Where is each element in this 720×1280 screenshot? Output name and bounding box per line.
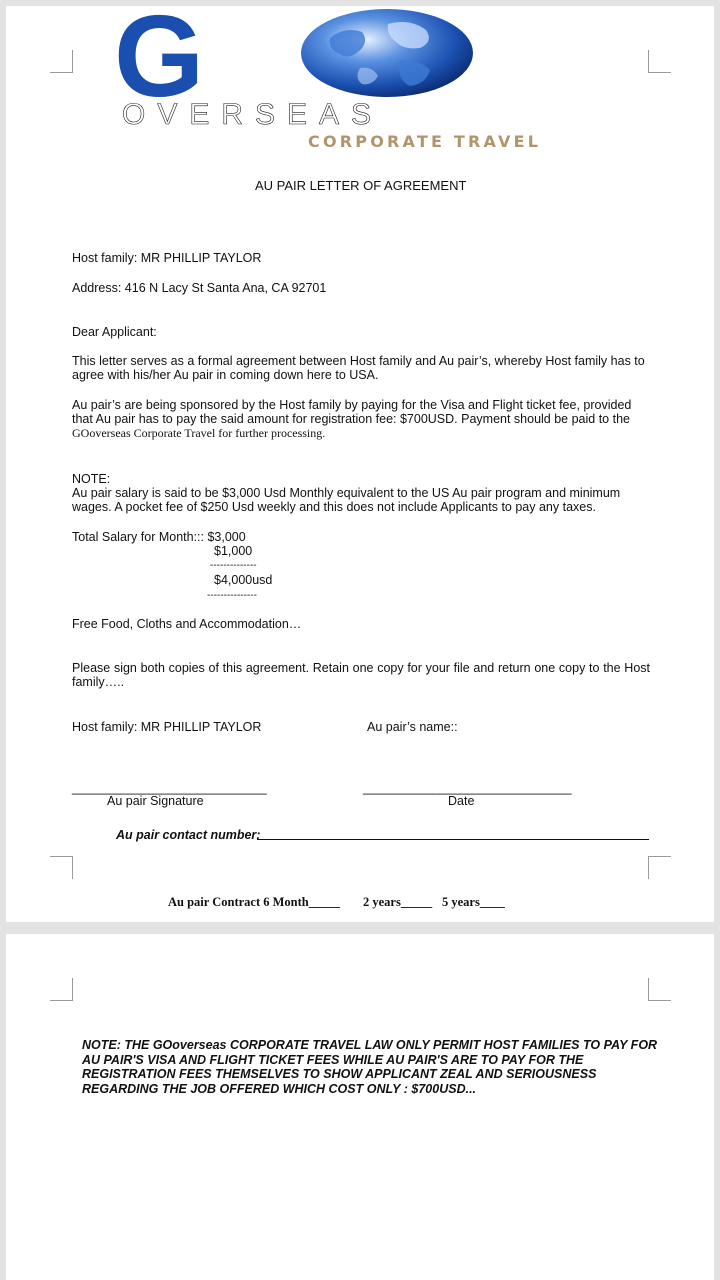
date-line: ______________________________	[363, 781, 572, 795]
crop-mark	[50, 50, 73, 73]
document-page-2	[6, 934, 714, 1280]
salary-total-amount: $4,000usd	[214, 573, 273, 587]
host-family-line: Host family: MR PHILLIP TAYLOR	[72, 251, 262, 265]
logo-wordmark: OVERSEAS	[122, 98, 384, 131]
paragraph-agreement: This letter serves as a formal agreement between Host family and Au pair’s, whereby Host family has to agree with his/her Au pair in coming down here to USA.	[72, 354, 645, 382]
benefits-line: Free Food, Cloths and Accommodation…	[72, 617, 302, 631]
sign-instructions: Please sign both copies of this agreement. Retain one copy for your file and return one copy to the Host family…..	[72, 661, 650, 689]
contract-6-month: Au pair Contract 6 Month_____	[168, 895, 340, 909]
globe-icon	[300, 8, 474, 98]
date-label: Date	[448, 794, 475, 808]
greeting: Dear Applicant:	[72, 325, 157, 339]
salary-rule: --------------	[210, 560, 257, 571]
logo-letter-g: G	[114, 0, 201, 121]
note-label: NOTE:	[72, 472, 111, 486]
crop-mark	[648, 50, 671, 73]
note-salary-text: Au pair salary is said to be $3,000 Usd Monthly equivalent to the US Au pair program and minimum wages. A pocket fee of $250 Usd weekly and this does not include Applicants to pay any taxes.	[72, 486, 621, 514]
crop-mark	[50, 978, 73, 1001]
signature-line: ____________________________	[72, 781, 267, 795]
crop-mark	[648, 856, 671, 879]
contact-number-label: Au pair contact number:	[116, 828, 261, 842]
address-line: Address: 416 N Lacy St Santa Ana, CA 92701	[72, 281, 327, 295]
crop-mark	[50, 856, 73, 879]
logo-tagline: CORPORATE TRAVEL	[308, 132, 542, 151]
page2-note: NOTE: THE GOoverseas CORPORATE TRAVEL LAW ONLY PERMIT HOST FAMILIES TO PAY FOR AU PAIR'S VISA AND FLIGHT TICKET FEES WHILE AU PAIR'S ARE TO PAY FOR THE REGISTRATION FEES THEMSELVES TO SHOW APPLICANT ZEAL AND SERIOUSNESS REGARDING THE JOB OFFERED WHICH COST ONLY : $700USD...	[82, 1038, 658, 1096]
salary-second-amount: $1,000	[214, 544, 253, 558]
document-page-1	[6, 0, 714, 922]
host-family-signature-name: Host family: MR PHILLIP TAYLOR	[72, 720, 262, 734]
contract-2-years: 2 years_____	[363, 895, 433, 909]
paragraph-sponsorship: Au pair’s are being sponsored by the Host family by paying for the Visa and Flight ticket fee, provided that Au pair has to pay the said amount for registration fee: $700USD. Payment should be paid to the	[72, 398, 632, 426]
salary-total-label: Total Salary for Month::: $3,000	[72, 530, 246, 544]
letter-title: AU PAIR LETTER OF AGREEMENT	[255, 178, 467, 193]
crop-mark	[648, 978, 671, 1001]
contact-number-field	[257, 839, 649, 840]
paragraph-sponsorship-tail: GOoverseas Corporate Travel for further processing.	[72, 426, 326, 440]
contract-5-years: 5 years____	[442, 895, 505, 909]
au-pair-name-label: Au pair’s name::	[367, 720, 458, 734]
salary-rule: ---------------	[207, 590, 257, 601]
signature-label: Au pair Signature	[107, 794, 204, 808]
